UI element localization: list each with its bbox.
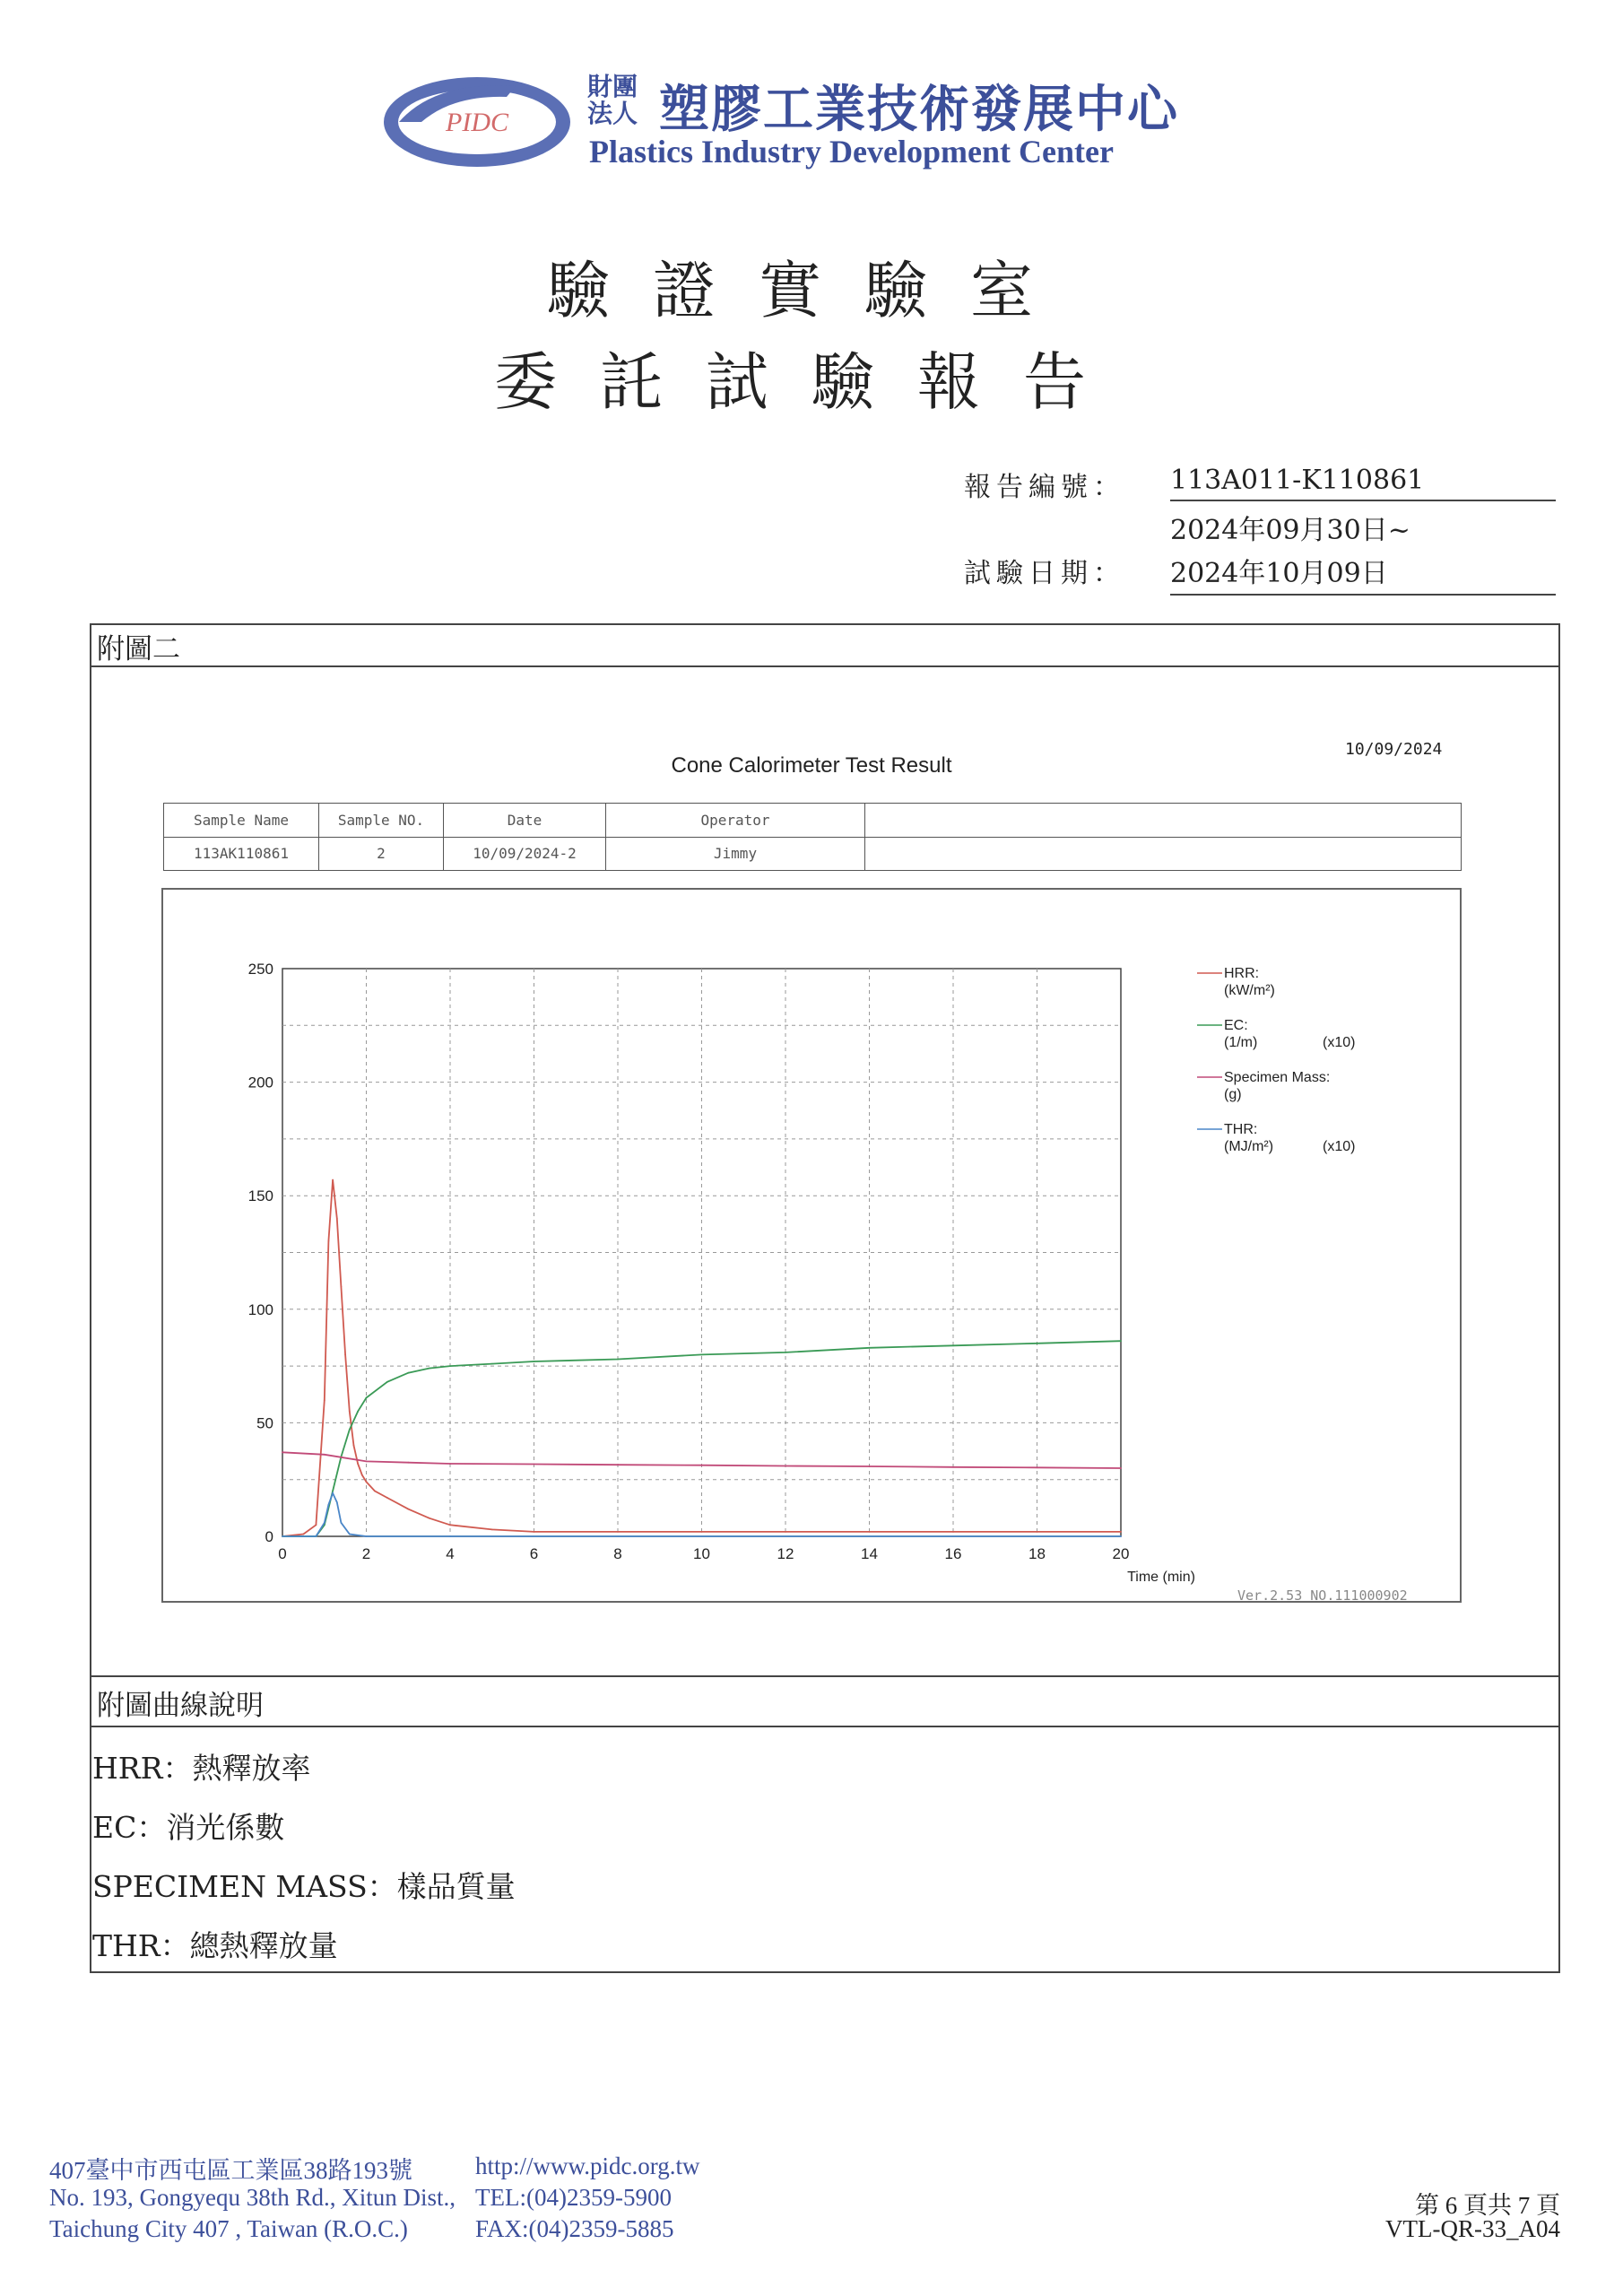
x-tick-label: 14 — [861, 1545, 878, 1562]
data-point — [316, 1535, 317, 1537]
x-axis-label: Time (min) — [1127, 1570, 1195, 1585]
data-point — [366, 1397, 368, 1399]
data-point — [952, 1531, 954, 1533]
data-point — [366, 1481, 368, 1483]
info-value-row — [164, 837, 1462, 871]
data-point — [617, 1531, 619, 1533]
legend-name: Specimen Mass: — [1224, 1070, 1331, 1085]
data-point — [407, 1372, 409, 1374]
divider — [90, 665, 1560, 667]
def-thr: THR：總熱釋放量 — [92, 1928, 338, 1963]
cone-calorimeter-chart — [161, 888, 1462, 1603]
page-number: 第 6 頁共 7 頁 — [1415, 2192, 1560, 2219]
data-point — [282, 1535, 283, 1537]
address-en-2: Taichung City 407 , Taiwan (R.O.C.) — [49, 2215, 408, 2242]
y-tick-label: 250 — [247, 961, 273, 978]
legend-name: THR: — [1224, 1122, 1258, 1137]
data-point — [449, 1535, 451, 1537]
x-tick-label: 20 — [1112, 1545, 1130, 1562]
data-point — [491, 1529, 493, 1531]
data-point — [366, 1461, 368, 1463]
figure-label: 附圖二 — [97, 633, 180, 665]
data-point — [366, 1535, 368, 1537]
legend-unit: (MJ/m²) — [1224, 1139, 1274, 1154]
data-point — [316, 1524, 317, 1526]
info-header: Sample NO. — [319, 804, 444, 838]
legend-unit: (1/m) — [1224, 1035, 1258, 1050]
legend-unit: (g) — [1224, 1087, 1242, 1102]
data-point — [534, 1531, 535, 1533]
divider — [90, 1726, 1560, 1727]
data-point — [491, 1363, 493, 1365]
y-tick-label: 200 — [247, 1074, 273, 1091]
legend-scale: (x10) — [1323, 1139, 1356, 1154]
x-tick-label: 6 — [529, 1545, 539, 1562]
report-no-label: 報告編號： — [964, 472, 1125, 503]
data-point — [449, 1463, 451, 1465]
data-point — [449, 1365, 451, 1367]
y-tick-label: 50 — [256, 1414, 273, 1432]
org-name-en: Plastics Industry Development Center — [589, 134, 1114, 170]
data-point — [344, 1354, 346, 1356]
legend-scale: (x10) — [1323, 1035, 1356, 1050]
data-point — [332, 1179, 334, 1181]
org-name-zh: 塑膠工業技術發展中心 — [659, 81, 1179, 139]
address-zh: 407臺中市西屯區工業區38路193號 — [49, 2157, 412, 2184]
legend-name: HRR: — [1224, 966, 1260, 981]
title-line1: 驗證實驗室 — [547, 254, 1076, 327]
chart-date: 10/09/2024 — [1345, 740, 1443, 759]
def-ec: EC：消光係數 — [92, 1810, 285, 1845]
data-point — [349, 1429, 351, 1431]
data-point — [332, 1492, 334, 1494]
data-point — [324, 1454, 325, 1456]
fax: FAX:(04)2359-5885 — [475, 2215, 674, 2242]
x-tick-label: 16 — [944, 1545, 962, 1562]
data-point — [303, 1534, 305, 1535]
data-point — [341, 1522, 343, 1524]
data-point — [386, 1381, 388, 1383]
x-tick-label: 10 — [693, 1545, 710, 1562]
data-point — [869, 1465, 871, 1467]
data-point — [952, 1344, 954, 1346]
data-point — [386, 1497, 388, 1499]
data-point — [1120, 1467, 1122, 1469]
data-point — [952, 1466, 954, 1468]
divider — [90, 1675, 1560, 1677]
data-point — [282, 1451, 283, 1453]
data-point — [785, 1465, 786, 1467]
def-specimen-mass: SPECIMEN MASS：樣品質量 — [92, 1869, 516, 1904]
legend-name: EC: — [1224, 1018, 1248, 1033]
data-point — [1120, 1535, 1122, 1537]
y-tick-label: 0 — [265, 1528, 273, 1545]
info-value: 113AK110861 — [164, 837, 319, 871]
form-number: VTL-QR-33_A04 — [1385, 2215, 1560, 2242]
data-point — [357, 1463, 359, 1465]
info-value: Jimmy — [606, 837, 865, 871]
legend-unit: (kW/m²) — [1224, 983, 1275, 998]
data-point — [534, 1464, 535, 1465]
data-point — [353, 1445, 355, 1447]
logo-text: PIDC — [446, 108, 508, 137]
info-header: Sample Name — [164, 804, 319, 838]
data-point — [534, 1361, 535, 1362]
x-tick-label: 8 — [613, 1545, 622, 1562]
data-point — [1037, 1466, 1038, 1468]
data-point — [349, 1411, 351, 1413]
data-point — [617, 1359, 619, 1361]
data-point — [429, 1518, 430, 1519]
test-date-label: 試驗日期： — [964, 558, 1125, 589]
data-point — [449, 1524, 451, 1526]
org-badge — [587, 74, 638, 127]
data-point — [336, 1501, 338, 1503]
data-point — [328, 1504, 330, 1506]
phone: TEL:(04)2359-5900 — [475, 2184, 672, 2211]
chart-title: Cone Calorimeter Test Result — [671, 753, 952, 778]
data-point — [374, 1491, 376, 1492]
info-header-row — [164, 804, 1462, 838]
data-point — [785, 1352, 786, 1353]
website-link[interactable]: http://www.pidc.org.tw — [475, 2152, 700, 2179]
data-point — [349, 1534, 351, 1535]
y-tick-label: 100 — [247, 1300, 273, 1318]
info-header-empty — [865, 804, 1462, 838]
x-tick-label: 2 — [361, 1545, 371, 1562]
data-point — [701, 1531, 703, 1533]
info-value-empty — [865, 837, 1462, 871]
data-point — [1037, 1343, 1038, 1344]
info-value: 10/09/2024-2 — [444, 837, 606, 871]
data-point — [701, 1465, 703, 1466]
test-date-start: 2024年09月30日~ — [1170, 515, 1410, 546]
data-point — [324, 1399, 325, 1401]
info-header: Date — [444, 804, 606, 838]
x-tick-label: 4 — [446, 1545, 455, 1562]
x-tick-label: 18 — [1028, 1545, 1046, 1562]
data-point — [701, 1354, 703, 1356]
data-point — [785, 1531, 786, 1533]
data-point — [324, 1522, 325, 1524]
title-line2: 委託試驗報告 — [494, 345, 1129, 419]
address-en-1: No. 193, Gongyequ 38th Rd., Xitun Dist., — [49, 2184, 456, 2211]
def-hrr: HRR：熱釋放率 — [92, 1751, 311, 1786]
data-point — [361, 1474, 363, 1476]
org-badge-line1: 財團 — [587, 72, 638, 101]
data-point — [341, 1286, 343, 1288]
data-point — [1120, 1340, 1122, 1342]
data-point — [429, 1368, 430, 1370]
y-tick-label: 150 — [247, 1187, 273, 1205]
data-point — [1120, 1531, 1122, 1533]
data-point — [869, 1531, 871, 1533]
legend-section-label: 附圖曲線說明 — [97, 1690, 264, 1722]
data-point — [357, 1411, 359, 1413]
x-tick-label: 12 — [777, 1545, 794, 1562]
info-value: 2 — [319, 837, 444, 871]
info-header: Operator — [606, 804, 865, 838]
data-point — [869, 1347, 871, 1349]
data-point — [1037, 1531, 1038, 1533]
version-text: Ver.2.53 NO.111000902 — [1237, 1587, 1408, 1604]
data-point — [407, 1509, 409, 1510]
pidc-logo — [381, 72, 574, 172]
org-badge-line2: 法人 — [587, 99, 638, 128]
report-no: 113A011-K110861 — [1170, 465, 1556, 501]
test-date-end: 2024年10月09日 — [1170, 551, 1556, 596]
sample-info-table — [163, 803, 1462, 871]
data-point — [407, 1462, 409, 1464]
x-tick-label: 0 — [278, 1545, 287, 1562]
data-point — [336, 1218, 338, 1220]
data-point — [328, 1240, 330, 1242]
data-point — [617, 1464, 619, 1465]
